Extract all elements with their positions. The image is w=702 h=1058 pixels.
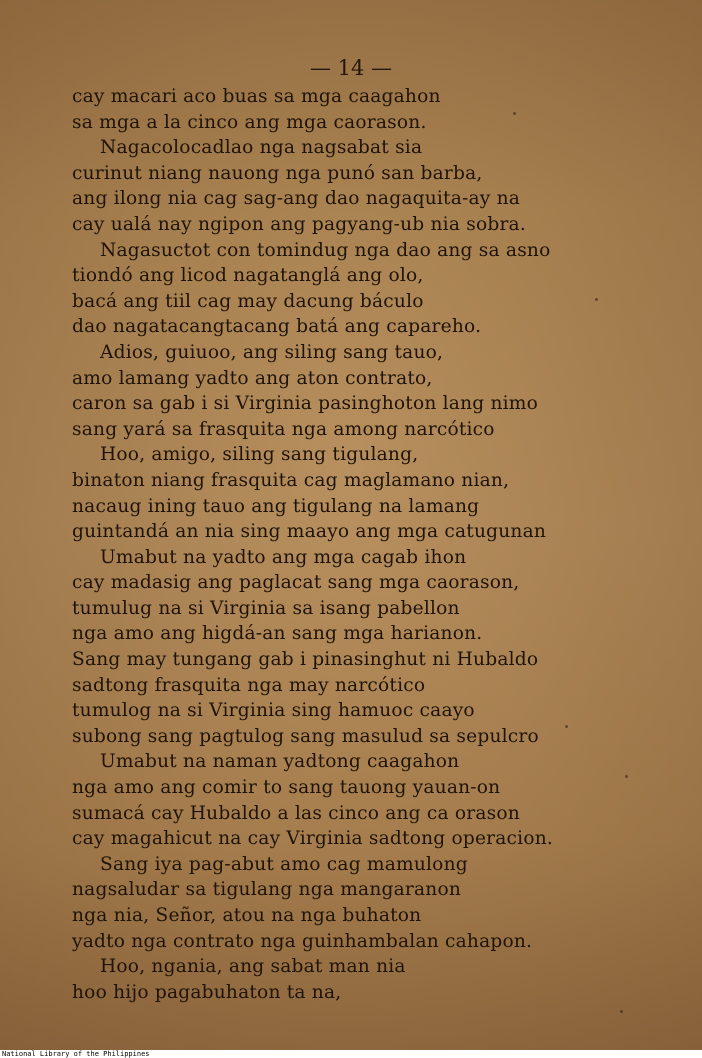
paper-speck	[625, 775, 628, 778]
text-line: nga nia, Señor, atou na nga buhaton	[72, 905, 422, 926]
text-line: yadto nga contrato nga guinhambalan cahapon.	[72, 930, 533, 952]
text-line: tumulog na si Virginia sing hamuoc caayo	[72, 700, 475, 722]
text-line: Umabut na naman yadtong caagahon	[100, 751, 460, 773]
text-line: sang yará sa frasquita nga among narcótico	[72, 418, 495, 440]
paper-speck	[565, 725, 568, 728]
text-line: ang ilong nia cag sag-ang dao nagaquita-ay na	[72, 188, 521, 210]
text-line: tumulug na si Virginia sa isang pabellon	[72, 597, 460, 619]
text-line: Umabut na yadto ang mga cagab ihon	[100, 546, 467, 568]
poem-text	[72, 84, 632, 1005]
text-line: caron sa gab i si Virginia pasinghoton lang nimo	[72, 393, 539, 415]
paper-speck	[513, 112, 516, 115]
text-line: cay macari aco buas sa mga caagahon	[72, 86, 441, 107]
text-line: cay magahicut na cay Virginia sadtong operacion.	[72, 828, 553, 850]
text-line: guintandá an nia sing maayo ang mga catugunan	[72, 521, 547, 543]
text-line: amo lamang yadto ang aton contrato,	[72, 367, 433, 389]
text-line: cay madasig ang paglacat sang mga caorason,	[72, 572, 520, 594]
text-line: cay ualá nay ngipon ang pagyang-ub nia sobra.	[72, 213, 526, 235]
text-line: Nagacolocadlao nga nagsabat sia	[100, 137, 423, 159]
text-line: Hoo, ngania, ang sabat man nia	[100, 956, 406, 978]
text-line: subong sang pagtulog sang masulud sa sepulcro	[72, 725, 539, 747]
text-line: sumacá cay Hubaldo a las cinco ang ca orason	[72, 802, 520, 824]
paper-speck	[620, 1010, 623, 1013]
text-line: Nagasuctot con tomindug nga dao ang sa asno	[100, 239, 551, 261]
text-line: hoo hijo pagabuhaton ta na,	[72, 981, 342, 1003]
paper-speck	[595, 298, 598, 301]
text-line: Hoo, amigo, siling sang tigulang,	[100, 444, 419, 466]
text-line: sadtong frasquita nga may narcótico	[72, 674, 426, 696]
page-number: — 14 —	[309, 56, 393, 80]
library-credit: National Library of the Philippines	[0, 1050, 702, 1058]
text-line: binaton niang frasquita cag maglamano nian,	[72, 469, 510, 491]
text-line: nga amo ang higdá-an sang mga harianon.	[72, 623, 483, 645]
text-line: nga amo ang comir to sang tauong yauan-on	[72, 777, 501, 799]
text-line: Sang may tungang gab i pinasinghut ni Hubaldo	[72, 649, 539, 671]
text-line: sa mga a la cinco ang mga caorason.	[72, 111, 427, 133]
text-line: tiondó ang licod nagatanglá ang olo,	[72, 265, 424, 287]
text-line: nacaug ining tauo ang tigulang na lamang	[72, 495, 480, 517]
text-line: bacá ang tiil cag may dacung báculo	[72, 290, 424, 312]
text-line: dao nagatacangtacang batá ang capareho.	[72, 316, 482, 338]
text-line: Adios, guiuoo, ang siling sang tauo,	[100, 341, 444, 363]
text-line: Sang iya pag-abut amo cag mamulong	[100, 853, 468, 875]
text-line: nagsaludar sa tigulang nga mangaranon	[72, 879, 462, 901]
text-line: curinut niang nauong nga punó san barba,	[72, 162, 483, 184]
